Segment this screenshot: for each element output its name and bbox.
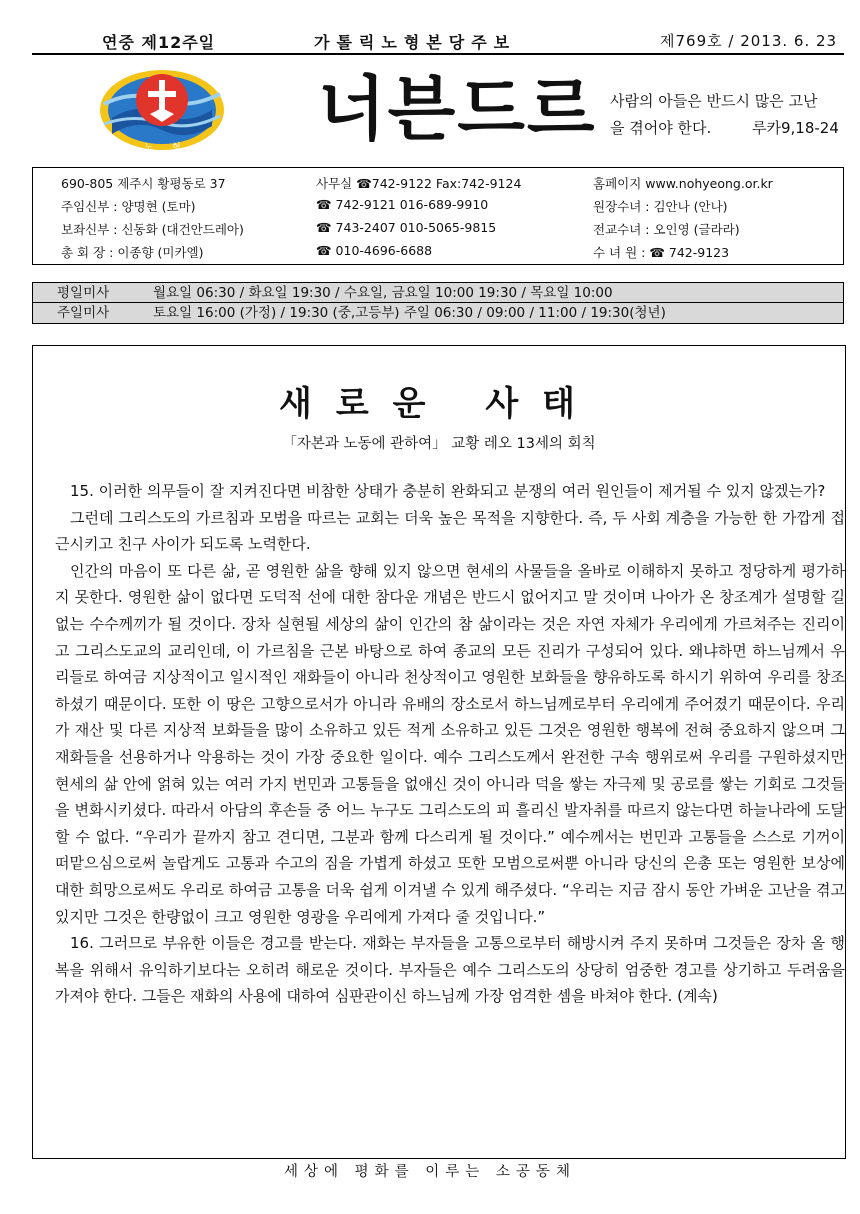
- pastor-phone: ☎ 742-9121 016-689-9910: [316, 197, 489, 212]
- assistant-phone: ☎ 743-2407 010-5065-9815: [316, 220, 497, 235]
- article-subtitle: 「자본과 노동에 관하여」 교황 레오 13세의 회칙: [282, 436, 596, 452]
- motto-line-1: 사람의 아들은 반드시 많은 고난: [610, 92, 818, 110]
- issue-number-date: 제769호 / 2013. 6. 23: [660, 32, 838, 50]
- council-president: 총 회 장 : 이종향 (미카엘): [61, 245, 204, 260]
- gospel-motto: [610, 88, 846, 142]
- mission-sister: 전교수녀 : 오인영 (글라라): [593, 222, 740, 237]
- article-body: [55, 478, 845, 1010]
- assistant-priest: 보좌신부 : 신동화 (대건안드레아): [61, 222, 244, 237]
- bulletin-name: 가톨릭노형본당주보: [314, 33, 517, 52]
- header-rule: [32, 53, 844, 55]
- masthead-title: 너븐드르: [318, 68, 597, 150]
- weekday-mass-times: 월요일 06:30 / 화요일 19:30 / 수요일, 금요일 10:00 19:30 / 목요일 10:00: [153, 285, 613, 301]
- council-phone: ☎ 010-4696-6688: [316, 243, 433, 258]
- weekday-mass-label: 평일미사: [57, 285, 110, 301]
- article-paragraph: 16. 그러므로 부유한 이들은 경고를 받는다. 재화는 부자들을 고통으로부터 해방시켜 주지 못하며 그것들은 장차 올 행복을 위해서 유익하기보다는 오히려 해로운 것이다. 부자들은 예수 그리스도의 상당히 엄중한 경고를 상기하고 두려움을 가져야 한다. 그들은 재화의 사용에 대하여 심판관이신 하느님께 가장 엄격한 셈을 바쳐야 한다. (계속): [55, 934, 845, 1006]
- parish-info-box: [32, 167, 844, 265]
- head-sister: 원장수녀 : 김안나 (안나): [593, 199, 728, 214]
- convent-phone: 수 녀 원 : ☎ 742-9123: [593, 245, 730, 260]
- article-paragraph: 그런데 그리스도의 가르침과 모범을 따르는 교회는 더욱 높은 목적을 지향한다. 즉, 두 사회 계층을 가능한 한 가깝게 접근시키고 친구 사이가 되도록 노력한다.: [55, 508, 845, 554]
- office-contact: 사무실 ☎742-9122 Fax:742-9124: [316, 176, 522, 191]
- footer-slogan: 세상에 평화를 이루는 소공동체: [284, 1164, 576, 1180]
- motto-line-2: 을 겪어야 한다.: [610, 119, 712, 137]
- sunday-mass-label: 주일미사: [57, 305, 110, 321]
- homepage-url[interactable]: 홈페이지 www.nohyeong.or.kr: [593, 176, 773, 191]
- logo-text-left: 노: [144, 143, 153, 153]
- sunday-mass-times: 토요일 16:00 (가정) / 19:30 (중,고등부) 주일 06:30 / 09:00 / 11:00 / 19:30(청년): [153, 305, 666, 321]
- liturgical-week: 연중 제12주일: [102, 33, 216, 52]
- mass-schedule: [32, 282, 844, 324]
- article-box: [32, 345, 846, 1159]
- article-paragraph: 인간의 마음이 또 다른 삶, 곧 영원한 삶을 향해 있지 않으면 현세의 사물들을 올바로 이해하지 못하고 정당하게 평가하지 못한다. 영원한 삶이 없다면 도덕적 선에 대한 참다운 개념은 반드시 없어지고 말 것이며 나아가 온 창조계가 설명할 길 없는 수수께끼가 될 것이다. 장차 실현될 세상의 삶이 인간의 참 삶이라는 것은 자연 자체가 우리에게 가르쳐주는 진리이고 그리스도교의 교리인데, 이 가르침을 근본 바탕으로 하여 종교의 모든 진리가 구성되어 있다. 왜냐하면 하느님께서 우리들로 하여금 지상적이고 일시적인 재화들이 아니라 천상적이고 영원한 보화들을 향유하도록 하시기 위하여 우리를 창조하셨기 때문이다. 또한 이 땅은 고향으로서가 아니라 유배의 장소로서 하느님께로부터 우리에게 주어졌기 때문이다. 우리가 재산 및 다른 지상적 보화들을 많이 소유하고 있든 적게 소유하고 있든 그것은 영원한 행복에 전혀 중요하지 않으며 그 재화들을 선용하거나 악용하는 것이 가장 중요한 일이다. 예수 그리스도께서 완전한 구속 행위로써 우리를 구원하셨지만 현세의 삶 안에 얽혀 있는 여러 가지 번민과 고통들을 없애신 것이 아니라 덕을 쌓는 자극제 및 공로를 쌓는 기회로 그것들을 변화시키셨다. 따라서 아담의 후손들 중 어느 누구도 그리스도의 피 흘리신 발자취를 따르지 않는다면 하늘나라에 도달할 수 없다. “우리가 끝까지 참고 견디면, 그분과 함께 다스리게 될 것이다.” 예수께서는 번민과 고통들을 스스로 기꺼이 떠맡으심으로써 놀랍게도 고통과 수고의 짐을 가볍게 하셨고 또한 모범으로써뿐 아니라 당신의 은총 또는 영원한 보상에 대한 희망으로써도 우리로 하여금 고통을 더욱 쉽게 이겨낼 수 있게 해주셨다. “우리는 지금 잠시 동안 가벼운 고난을 겪고 있지만 그것은 한량없이 크고 영원한 영광을 우리에게 가져다 줄 것입니다.”: [55, 561, 845, 926]
- sunday-mass-row: [33, 303, 843, 323]
- motto-reference: 루카9,18-24: [752, 119, 839, 137]
- article-title: 새로운 사태: [278, 384, 600, 424]
- pastor-name: 주임신부 : 양명현 (토마): [61, 199, 196, 214]
- article-paragraph: 15. 이러한 의무들이 잘 지켜진다면 비참한 상태가 충분히 완화되고 분쟁의 여러 원인들이 제거될 수 있지 않겠는가?: [70, 482, 826, 500]
- logo-text-right: 형: [172, 143, 181, 153]
- weekday-mass-row: [33, 283, 843, 303]
- parish-logo-icon: [98, 64, 226, 160]
- parish-address: 690-805 제주시 황평동로 37: [61, 176, 226, 191]
- bulletin-header: [32, 28, 844, 54]
